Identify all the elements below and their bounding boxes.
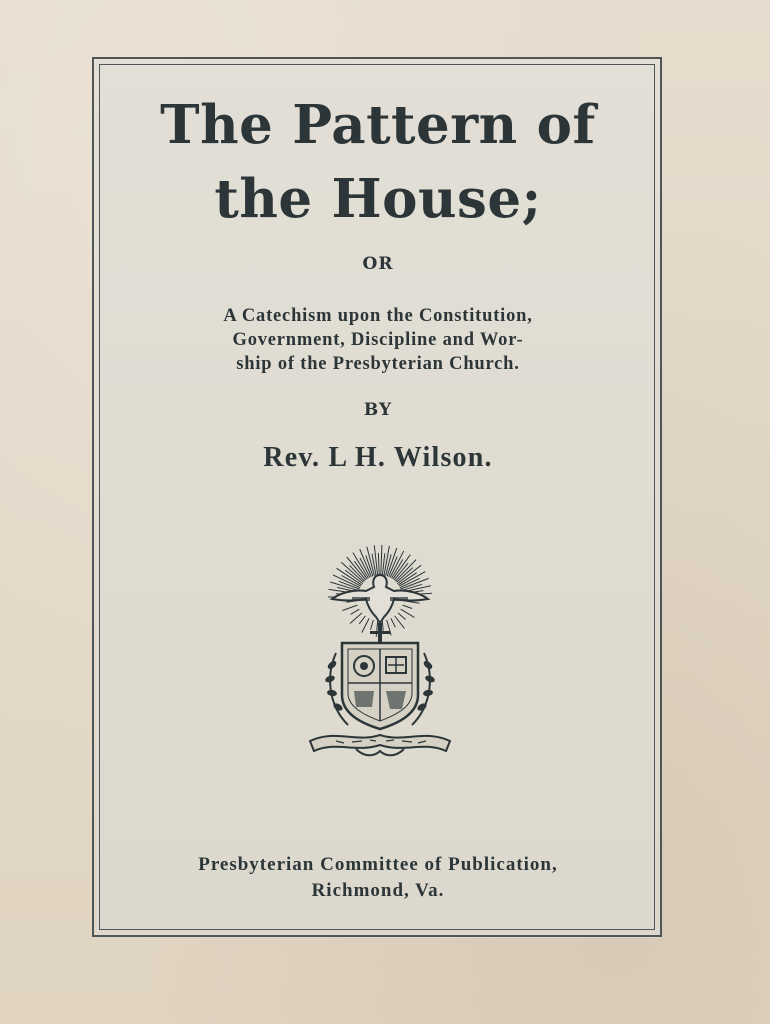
presbyterian-seal-icon <box>296 545 464 769</box>
subtitle-line-1: A Catechism upon the Constitution, <box>223 306 533 326</box>
or-conjunction: OR <box>362 254 394 274</box>
author-name: Rev. L H. Wilson. <box>263 442 493 473</box>
subtitle-line-2: Government, Discipline and Wor- <box>232 330 524 350</box>
publisher-location: Richmond, Va. <box>311 880 445 901</box>
subtitle-line-3: ship of the Presbyterian Church. <box>236 354 520 374</box>
title-line-2: the House; <box>214 168 542 230</box>
by-label: BY <box>363 400 393 420</box>
title-line-1: The Pattern of <box>160 94 596 156</box>
publisher-name: Presbyterian Committee of Publication, <box>198 854 558 875</box>
